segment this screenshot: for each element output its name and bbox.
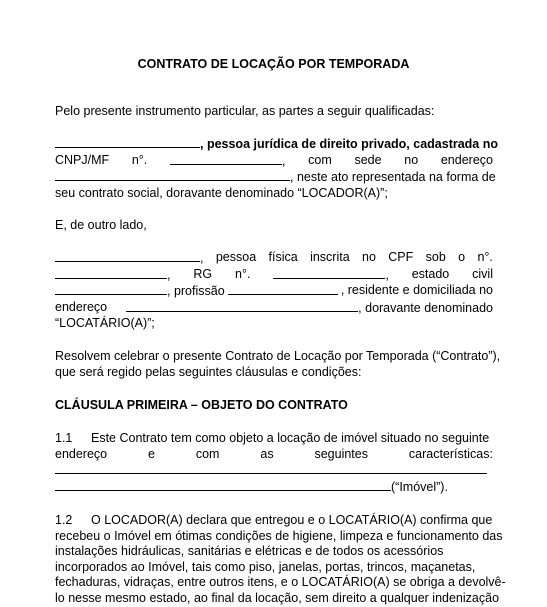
- locatario-line-2: [55, 267, 493, 284]
- clause-1-2-text-3: instalações hidráulicas, sanitárias e elétricas e de todos os acessórios: [55, 544, 444, 558]
- characteristics-blank-2[interactable]: [55, 479, 391, 491]
- clause-1-2-line-2: [55, 528, 503, 545]
- locatario-line-4: [55, 300, 493, 317]
- profissao-blank[interactable]: [228, 283, 338, 295]
- word-com: com: [195, 446, 220, 461]
- word-no: no: [362, 250, 376, 264]
- clause-number: 1.2: [55, 513, 73, 527]
- word-e: e: [148, 446, 155, 461]
- cnpj-num-label: n°.: [131, 152, 148, 167]
- cnpj-blank[interactable]: [170, 153, 282, 165]
- word-endereco: endereço: [55, 446, 108, 461]
- locatario-line-3: [55, 283, 493, 300]
- locador-line-3: [55, 169, 496, 186]
- clause-1-2: [55, 513, 506, 606]
- comma: ,: [385, 267, 389, 282]
- word-rg: RG: [193, 266, 213, 281]
- word-num: n°.: [477, 250, 493, 264]
- clause-1-1-text: Este Contrato tem como objeto a locação de imóvel situado no seguinte: [91, 431, 490, 445]
- clause-1-2-line-1: [55, 513, 493, 529]
- residente-text: , residente e domiciliada no: [340, 283, 493, 297]
- resolvem-paragraph: [55, 349, 501, 380]
- locador-line-1: [55, 136, 499, 153]
- locatario-name-blank[interactable]: [55, 250, 200, 262]
- cnpj-label: CNPJ/MF: [55, 152, 110, 167]
- cpf-blank[interactable]: [55, 267, 167, 279]
- word-caracteristicas: características:: [408, 446, 493, 461]
- locador-line-2: [55, 153, 493, 170]
- locador-address-blank[interactable]: [55, 169, 290, 181]
- comma: ,: [200, 251, 204, 265]
- word-sob: sob: [425, 250, 446, 264]
- clause-1-2-line-6: [55, 590, 500, 607]
- resolvem-line-1: Resolvem celebrar o presente Contrato de Locação por Temporada (“Contrato”),: [55, 349, 501, 363]
- clause-1-2-text-4: incorporados ao Imóvel, tais como piso, janelas, portas, trincos, maçanetas,: [55, 559, 476, 574]
- document-title: CONTRATO DE LOCAÇÃO POR TEMPORADA: [137, 57, 410, 71]
- clause-1-2-text-6: lo nesse mesmo estado, ao final da locação, sem direito a qualquer indenização: [55, 590, 500, 605]
- profissao-label: , profissão: [167, 284, 225, 298]
- locador-line3-text: , neste ato representada na forma de: [290, 170, 496, 184]
- outro-lado-paragraph: E, de outro lado,: [55, 218, 147, 232]
- resolvem-line-2: que será regido pelas seguintes cláusulas e condições:: [55, 364, 362, 379]
- locatario-line-1: [55, 250, 493, 267]
- doravante-text: , doravante denominado: [358, 300, 493, 315]
- comma: ,: [167, 267, 171, 282]
- word-endereco: endereço: [440, 152, 493, 167]
- word-num: n°.: [235, 266, 251, 281]
- clause-1-1-line-4: [55, 479, 493, 496]
- clause-1-1-line-3: [55, 462, 493, 479]
- estado-civil-blank[interactable]: [55, 283, 167, 295]
- clause-1-1-line-1: [55, 431, 493, 447]
- rg-blank[interactable]: [273, 267, 385, 279]
- locatario-address-blank[interactable]: [126, 300, 358, 312]
- clause-number: 1.1: [55, 431, 73, 445]
- word-sede: sede: [354, 152, 382, 167]
- locatario-paragraph: [55, 250, 493, 332]
- locador-name-blank[interactable]: [55, 136, 200, 148]
- clausula-primeira-heading: CLÁUSULA PRIMEIRA – OBJETO DO CONTRATO: [55, 398, 348, 412]
- word-estado: estado: [411, 266, 450, 281]
- locador-paragraph: [55, 136, 499, 201]
- word-com: com: [308, 152, 332, 167]
- characteristics-blank-1[interactable]: [55, 462, 487, 474]
- word-seguintes: seguintes: [314, 446, 368, 461]
- imovel-label: (“Imóvel”).: [391, 479, 448, 494]
- word-fisica: física: [268, 250, 298, 264]
- locatario-line-5: “LOCATÁRIO(A)”;: [55, 316, 155, 330]
- locador-line-4: seu contrato social, doravante denominado “LOCADOR(A)”;: [55, 185, 388, 200]
- clause-1-2-line-3: [55, 544, 493, 560]
- clause-1-1: [55, 431, 493, 495]
- word-no: no: [404, 152, 419, 167]
- word-civil: civil: [472, 266, 493, 281]
- comma: ,: [281, 153, 286, 168]
- locador-line1-text: , pessoa jurídica de direito privado, cadastrada no: [200, 137, 499, 151]
- clause-1-2-line-4: [55, 560, 493, 576]
- word-as: as: [260, 446, 274, 461]
- word-o: o: [458, 250, 466, 264]
- intro-paragraph: Pelo presente instrumento particular, as partes a seguir qualificadas:: [55, 104, 435, 118]
- clause-1-2-text-5: fechaduras, vidraças, entre outros itens, e o LOCATÁRIO(A) se obriga a devolvê-: [55, 575, 506, 589]
- clause-1-2-line-5: [55, 575, 506, 591]
- clause-1-1-line-2: [55, 447, 493, 463]
- clause-1-2-text-2: recebeu o Imóvel em ótimas condições de higiene, limpeza e funcionamento das: [55, 528, 503, 543]
- clause-1-2-text: O LOCADOR(A) declara que entregou e o LOCATÁRIO(A) confirma que: [91, 513, 493, 527]
- word-endereco: endereço: [55, 299, 108, 314]
- word-inscrita: inscrita: [310, 250, 350, 264]
- word-cpf: CPF: [388, 250, 414, 264]
- word-pessoa: pessoa: [215, 250, 257, 264]
